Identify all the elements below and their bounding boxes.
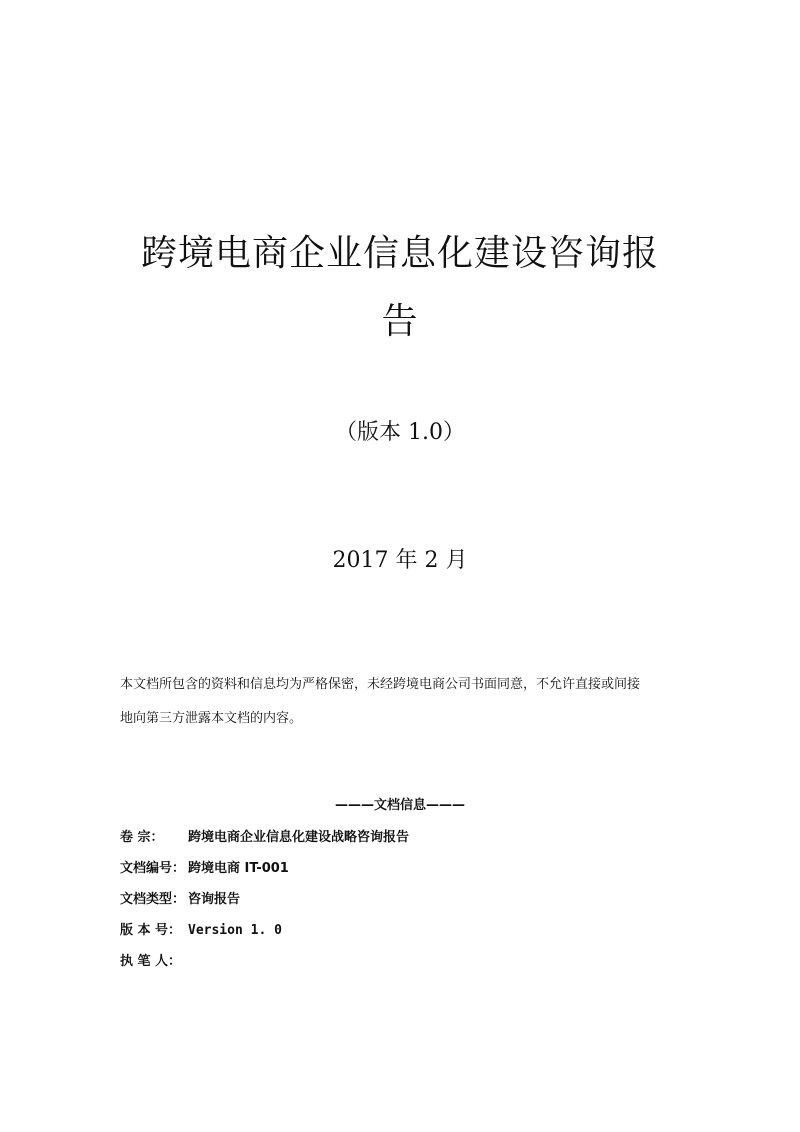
info-row-version (120, 919, 680, 950)
document-title-line1: 跨境电商企业信息化建设咨询报 (140, 233, 659, 274)
info-label-version: 版 本 号： (120, 923, 182, 938)
document-date: 2017 年 2 月 (332, 548, 468, 573)
info-row-dossier (120, 826, 680, 857)
info-value-version: Version 1. 0 (188, 923, 282, 938)
info-label-doc-type: 文档类型： (120, 892, 186, 907)
info-value-doc-type: 咨询报告 (188, 892, 241, 907)
info-row-doc-number (120, 857, 680, 888)
confidentiality-notice (120, 668, 690, 736)
info-row-doc-type (120, 888, 680, 919)
document-version: （版本 1.0） (335, 420, 465, 445)
info-label-author: 执 笔 人： (120, 954, 182, 969)
info-row-author (120, 950, 680, 981)
document-info-header: ———文档信息——— (334, 798, 465, 813)
notice-line-1: 本文档所包含的资料和信息均为严格保密，未经跨境电商公司书面同意，不允许直接或间接 (120, 677, 641, 692)
info-value-dossier: 跨境电商企业信息化建设战略咨询报告 (188, 830, 410, 845)
document-title-line2: 告 (381, 301, 419, 342)
info-label-doc-number: 文档编号： (120, 861, 186, 876)
notice-line-2: 地向第三方泄露本文档的内容。 (120, 711, 303, 726)
document-info-list (120, 826, 680, 981)
info-label-dossier: 卷 宗： (120, 830, 164, 845)
info-value-doc-number: 跨境电商 IT-001 (188, 861, 289, 876)
